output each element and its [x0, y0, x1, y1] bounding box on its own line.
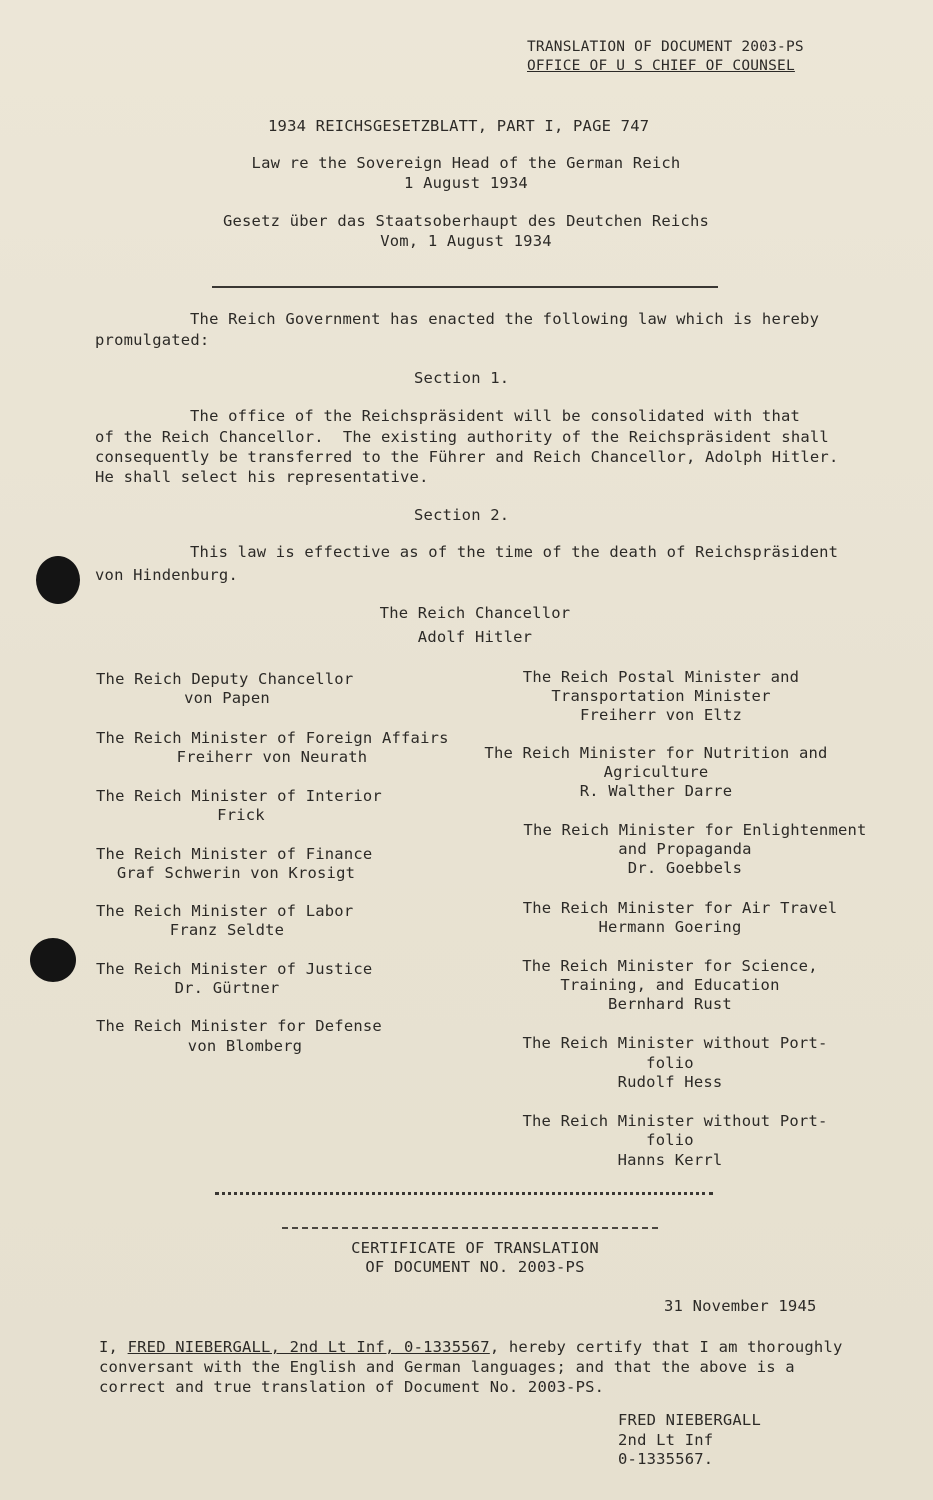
section-1-line-2: of the Reich Chancellor. The existing authority of the Reichspräsident shall	[95, 428, 829, 446]
right-sig-7-line-1: The Reich Minister without Port-	[522, 1112, 828, 1130]
left-sig-6-title: The Reich Minister of Justice	[96, 960, 373, 978]
section-2-line-1: This law is effective as of the time of the death of Reichspräsident	[190, 543, 839, 561]
right-sig-6-line-3: Rudolf Hess	[617, 1073, 723, 1091]
left-sig-7-name: von Blomberg	[187, 1037, 303, 1055]
right-sig-2-line-1: The Reich Minister for Nutrition and	[484, 744, 828, 762]
punch-hole-bottom	[30, 938, 76, 982]
certificate-date: 31 November 1945	[664, 1297, 817, 1315]
left-sig-5-title: The Reich Minister of Labor	[96, 902, 354, 920]
german-date: Vom, 1 August 1934	[380, 232, 552, 250]
english-title: Law re the Sovereign Head of the German Reich	[251, 154, 681, 172]
left-sig-3-name: Frick	[217, 806, 265, 824]
preamble-line-1: The Reich Government has enacted the following law which is hereby	[190, 310, 820, 328]
signature-rank: 2nd Lt Inf	[618, 1431, 714, 1449]
right-sig-6-line-1: The Reich Minister without Port-	[522, 1034, 828, 1052]
header-line-1: TRANSLATION OF DOCUMENT 2003-PS	[527, 39, 804, 55]
right-sig-3-line-2: and Propaganda	[618, 840, 752, 858]
left-sig-4-title: The Reich Minister of Finance	[96, 845, 373, 863]
certificate-line-3: correct and true translation of Document No. 2003-PS.	[99, 1378, 605, 1396]
section-1-line-3: consequently be transferred to the Führer and Reich Chancellor, Adolph Hitler.	[95, 448, 839, 466]
right-sig-3-line-1: The Reich Minister for Enlightenment	[523, 821, 867, 839]
certificate-heading-2: OF DOCUMENT NO. 2003-PS	[365, 1258, 585, 1276]
certificate-line-2: conversant with the English and German languages; and that the above is a	[99, 1358, 795, 1376]
preamble-line-2: promulgated:	[95, 331, 210, 349]
right-sig-3-line-3: Dr. Goebbels	[627, 859, 743, 877]
left-sig-3-title: The Reich Minister of Interior	[96, 787, 382, 805]
right-sig-6-line-2: folio	[646, 1054, 694, 1072]
left-sig-7-title: The Reich Minister for Defense	[96, 1017, 382, 1035]
right-sig-7-line-3: Hanns Kerrl	[617, 1151, 723, 1169]
citation: 1934 REICHSGESETZBLATT, PART I, PAGE 747	[268, 117, 650, 135]
right-sig-5-line-2: Training, and Education	[560, 976, 780, 994]
section-2-line-2: von Hindenburg.	[95, 566, 238, 584]
header-line-2: OFFICE OF U S CHIEF OF COUNSEL	[527, 58, 795, 74]
right-sig-1-line-2: Transportation Minister	[551, 687, 771, 705]
right-sig-4-line-2: Hermann Goering	[598, 918, 742, 936]
left-sig-2-title: The Reich Minister of Foreign Affairs	[96, 729, 449, 747]
dotted-separator	[215, 1192, 713, 1195]
english-date: 1 August 1934	[404, 174, 528, 192]
translator-identification: FRED NIEBERGALL, 2nd Lt Inf, 0-1335567	[127, 1338, 490, 1356]
left-sig-2-name: Freiherr von Neurath	[176, 748, 368, 766]
chancellor-title: The Reich Chancellor	[379, 604, 571, 622]
right-sig-2-line-2: Agriculture	[603, 763, 709, 781]
chancellor-name: Adolf Hitler	[417, 628, 533, 646]
left-sig-5-name: Franz Seldte	[169, 921, 285, 939]
dashed-separator	[282, 1227, 658, 1229]
section-2-heading: Section 2.	[414, 506, 510, 524]
section-1-heading: Section 1.	[414, 369, 510, 387]
right-sig-1-line-1: The Reich Postal Minister and	[522, 668, 800, 686]
right-sig-1-line-3: Freiherr von Eltz	[579, 706, 743, 724]
right-sig-7-line-2: folio	[646, 1131, 694, 1149]
right-sig-2-line-3: R. Walther Darre	[579, 782, 733, 800]
right-sig-5-line-1: The Reich Minister for Science,	[522, 957, 818, 975]
signature-serial: 0-1335567.	[618, 1450, 714, 1468]
right-sig-4-line-1: The Reich Minister for Air Travel	[522, 899, 838, 917]
certificate-line-1	[99, 1338, 843, 1357]
left-sig-1-title: The Reich Deputy Chancellor	[96, 670, 354, 688]
german-title: Gesetz über das Staatsoberhaupt des Deutchen Reichs	[222, 212, 710, 230]
left-sig-6-name: Dr. Gürtner	[174, 979, 280, 997]
right-sig-5-line-3: Bernhard Rust	[608, 995, 732, 1013]
title-divider	[212, 286, 718, 288]
left-sig-4-name: Graf Schwerin von Krosigt	[116, 864, 356, 882]
left-sig-1-name: von Papen	[184, 689, 270, 707]
certificate-line-1-rest: , hereby certify that I am thoroughly	[489, 1338, 843, 1356]
punch-hole-top	[36, 556, 80, 604]
certificate-prefix: I,	[99, 1338, 128, 1356]
section-1-line-4: He shall select his representative.	[95, 468, 429, 486]
section-1-line-1: The office of the Reichspräsident will be consolidated with that	[190, 407, 801, 425]
signature-name: FRED NIEBERGALL	[618, 1411, 761, 1429]
certificate-heading-1: CERTIFICATE OF TRANSLATION	[351, 1239, 599, 1257]
